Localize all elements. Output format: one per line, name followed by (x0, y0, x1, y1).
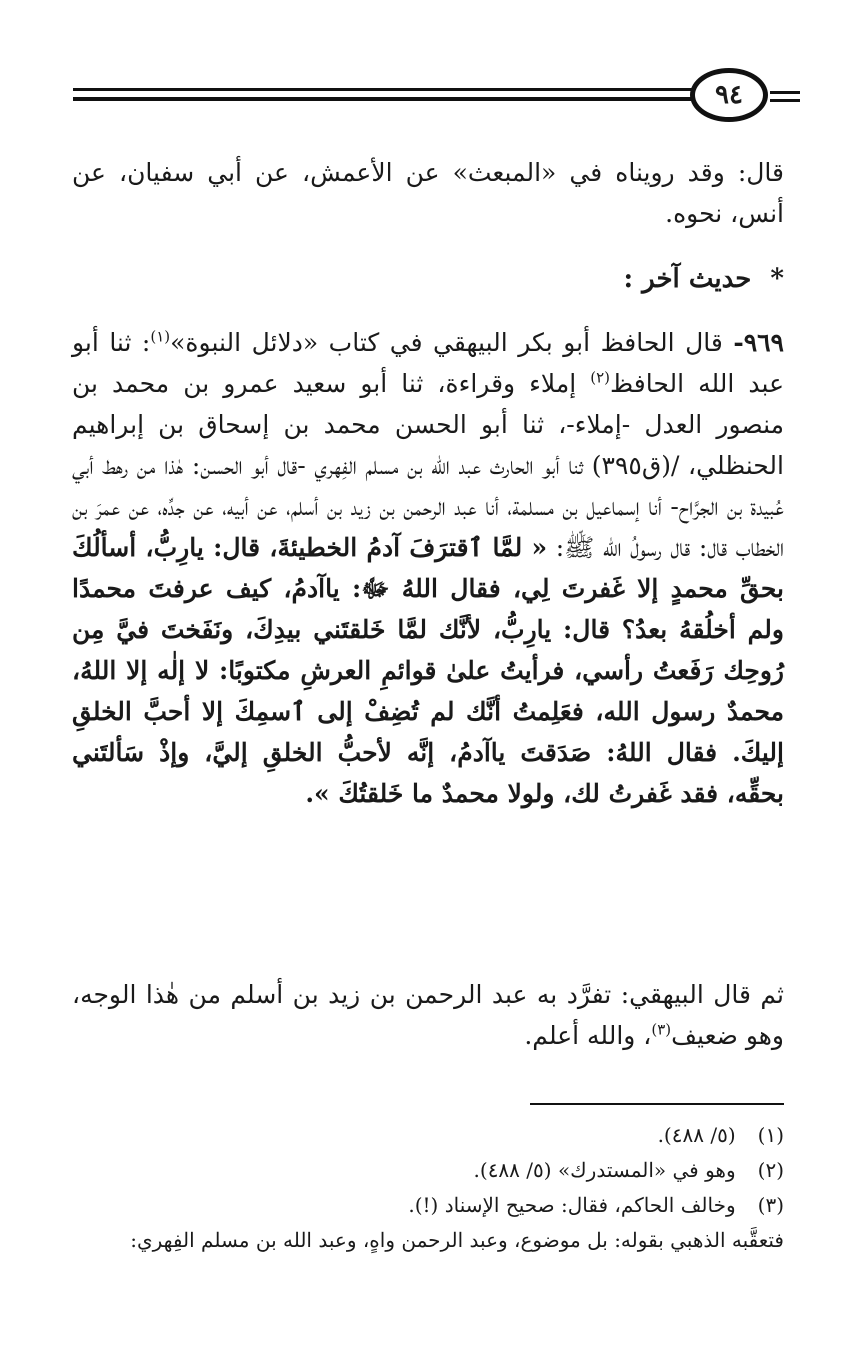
footnote-text: (٥/ ٤٨٨). (657, 1123, 736, 1147)
isnad-part-b: إملاء وقراءة، ثنا أبو سعيد عمرو بن محمد بن منصور العدل -إملاء-، ثنا أبو الحسن محمد بن إسحاق بن إبراهيم الحنظلي، /(ق٣٩٥) ثنا أبو الحارث عبد الله بن مسلم الفِهري -قال أبو الحسن: هٰذا من رهط أبي عُبيدة بن الجرَّاح- أنا إسماعيل بن مسلمة، أنا عبد الرحمن بن زيد بن أسلم، عن أبيه، عن جدِّه، عن عمرَ بن الخطاب قال: قال رسولُ الله ﷺ: (72, 369, 785, 562)
footnote-ref-3: (٣) (651, 1020, 672, 1039)
footnote-number: (٣) (757, 1193, 784, 1217)
footnote-ref-1: (١) (150, 327, 171, 346)
footnote-number: (٢) (757, 1158, 784, 1182)
footnote-text: وخالف الحاكم، فقال: صحيح الإسناد (!). (408, 1193, 736, 1217)
header-rule-right-bottom (770, 99, 800, 102)
footnotes (72, 1118, 784, 1258)
hadith-intro: قال الحافظ أبو بكر البيهقي في كتاب «دلائل النبوة» (170, 328, 723, 357)
paragraph-conclusion (72, 974, 784, 1056)
footnote-item (72, 1153, 784, 1188)
hadith-paragraph (72, 322, 784, 814)
footnote-text: وهو في «المستدرك» (٥/ ٤٨٨). (473, 1158, 736, 1182)
page-number: ٩٤ (690, 68, 768, 122)
footnote-ref-2: (٢) (590, 368, 611, 387)
header-rule-right-top (770, 91, 800, 94)
conclusion-text-a: ثم قال البيهقي: تفرَّد به عبد الرحمن بن زيد بن أسلم من هٰذا الوجه، وهو ضعيف (72, 980, 784, 1050)
footnote-item (72, 1188, 784, 1223)
isnad-part-a: : ثنا أبو عبد الله الحافظ (72, 328, 784, 398)
footnote-text: فتعقَّبه الذهبي بقوله: بل موضوع، وعبد الرحمن واهٍ، وعبد الله بن مسلم الفِهري: (130, 1228, 784, 1252)
hadith-matn: « لمَّا ٱقترَفَ آدمُ الخطيئةَ، قال: يارِبُّ، أسألُكَ بحقِّ محمدٍ إلا غَفرتَ لِي، فقال اللهُ ﷻ: ياآدمُ، كيف عرفتَ محمدًا ولم أخلُقهُ بعدُ؟ قال: يارِبُّ، لأنَّك لمَّا خَلقتَني بيدِكَ، ونَفَختَ فيَّ مِن رُوحِك رَفَعتُ رأسي، فرأيتُ علىٰ قوائمِ العرشِ مكتوبًا: لا إلٰه إلا اللهُ، محمدٌ رسول الله، فعَلِمتُ أنَّك لم تُضِفْ إلى ٱسمِكَ إلا أحبَّ الخلقِ إليكَ. فقال اللهُ: صَدَقتَ ياآدمُ، إنَّه لأحبُّ الخلقِ إليَّ، وإذْ سَألتَني بحقِّه، فقد غَفرتُ لك، ولولا محمدٌ ما خَلقتُكَ ». (72, 533, 784, 808)
footnote-number: (١) (757, 1123, 784, 1147)
footnote-continuation (72, 1223, 784, 1258)
section-heading (72, 264, 784, 294)
header-rule-top (73, 88, 693, 91)
paragraph-intro: قال: وقد رويناه في «المبعث» عن الأعمش، عن أبي سفيان، عن أنس، نحوه. (72, 158, 784, 228)
hadith-number: ٩٦٩- (733, 328, 784, 357)
conclusion-text-b: ، والله أعلم. (524, 1021, 652, 1050)
footnote-separator (530, 1103, 784, 1105)
footnote-item (72, 1118, 784, 1153)
heading-text: حديث آخر : (623, 264, 752, 294)
header-rule-bottom (73, 97, 693, 101)
asterisk-marker: * (770, 264, 784, 294)
